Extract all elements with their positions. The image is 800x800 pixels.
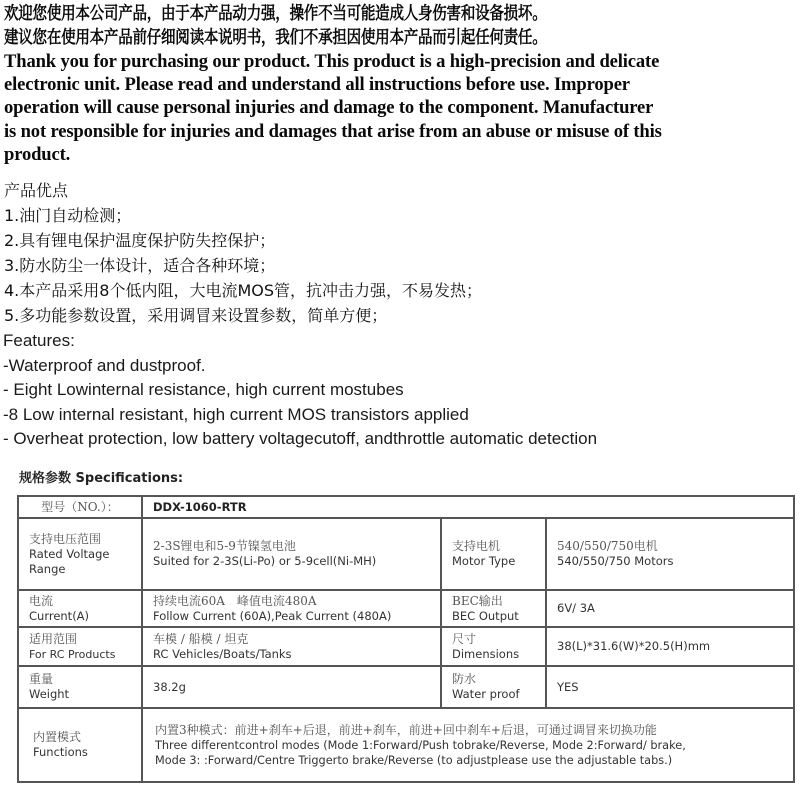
feature-item: -8 Low internal resistant, high current MOS transistors applied: [3, 404, 469, 424]
advantage-item: 2.具有锂电保护温度保护防失控保护；: [4, 231, 276, 250]
advantage-item: 1.油门自动检测；: [4, 206, 132, 225]
warning-en-line: Thank you for purchasing our product. This product is a high-precision and delicate: [4, 51, 660, 72]
model-value: DDX-1060-RTR: [142, 496, 794, 518]
spec-value: 持续电流60A 峰值电流480A Follow Current (60A),Peak Current (480A): [142, 590, 441, 627]
warning-en-line: electronic unit. Please read and understand all instructions before use. Improper: [4, 74, 630, 96]
warning-en-line: is not responsible for injuries and damages that arise from an abuse or misuse of this: [4, 120, 662, 142]
feature-item: - Overheat protection, low battery voltagecutoff, andthrottle automatic detection: [3, 429, 598, 448]
advantage-item: 4.本产品采用8个低内阻，大电流MOS管，抗冲击力强，不易发热；: [4, 281, 483, 300]
spec-row: [18, 590, 794, 627]
specifications-title: 规格参数 Specifications:: [19, 471, 184, 486]
spec-value: 6V/ 3A: [546, 590, 794, 627]
feature-item: -Waterproof and dustproof.: [3, 355, 206, 375]
spec-value: 540/550/750电机 540/550/750 Motors: [546, 518, 794, 590]
feature-item: - Eight Lowinternal resistance, high current mostubes: [3, 380, 404, 399]
spec-label: 重量 Weight: [18, 666, 142, 708]
spec-value: 38(L)*31.6(W)*20.5(H)mm: [546, 627, 794, 666]
spec-row-model: [18, 496, 794, 518]
advantages-heading: 产品优点: [4, 181, 69, 200]
safety-warning: [4, 2, 800, 166]
spec-row: [18, 518, 794, 590]
spec-label: 尺寸 Dimensions: [441, 627, 546, 666]
advantage-item: 3.防水防尘一体设计，适合各种环境；: [4, 256, 276, 275]
spec-value: YES: [546, 666, 794, 708]
spec-label: 适用范围 For RC Products: [18, 627, 142, 666]
spec-label: 内置模式 Functions: [18, 708, 142, 782]
warning-en-line: operation will cause personal injuries and damage to the component. Manufacturer: [4, 97, 654, 119]
spec-label: 防水 Water proof: [441, 666, 546, 708]
model-label: 型号（NO.）：: [18, 496, 142, 518]
specifications-table: [17, 495, 795, 783]
spec-label: 支持电压范围 Rated Voltage Range: [18, 518, 142, 590]
spec-row: [18, 666, 794, 708]
functions-value: 内置3种模式：前进+刹车+后退，前进+刹车，前进+回中刹车+后退，可通过调冒来切换功能 Three differentcontrol modes (Mode 1:Forward/Push tobrake/Reverse, Mode 2:Forward/ brake, Mode 3: :Forward/Centre Triggerto brake/Reverse (to adjustplease use the adjustable tabs.): [142, 708, 794, 782]
spec-value: 2-3S锂电和5-9节镍氢电池 Suited for 2-3S(Li-Po) or 5-9cell(Ni-MH): [142, 518, 441, 590]
warning-zh-line: 欢迎您使用本公司产品，由于本产品动力强，操作不当可能造成人身伤害和设备损坏。: [4, 4, 547, 24]
product-advantages: [4, 178, 482, 328]
warning-zh-line: 建议您在使用本产品前仔细阅读本说明书，我们不承担因使用本产品而引起任何责任。: [4, 28, 547, 48]
spec-value: 38.2g: [142, 666, 441, 708]
spec-label: 电流 Current(A): [18, 590, 142, 627]
features-heading: Features:: [3, 331, 75, 350]
spec-row-functions: [18, 708, 794, 782]
spec-label: 支持电机 Motor Type: [441, 518, 546, 590]
features-list: [3, 329, 597, 452]
spec-label: BEC输出 BEC Output: [441, 590, 546, 627]
warning-en-line: product.: [4, 143, 71, 165]
advantage-item: 5.多功能参数设置，采用调冒来设置参数，简单方便；: [4, 306, 388, 325]
spec-value: 车模 / 船模 / 坦克 RC Vehicles/Boats/Tanks: [142, 627, 441, 666]
spec-row: [18, 627, 794, 666]
